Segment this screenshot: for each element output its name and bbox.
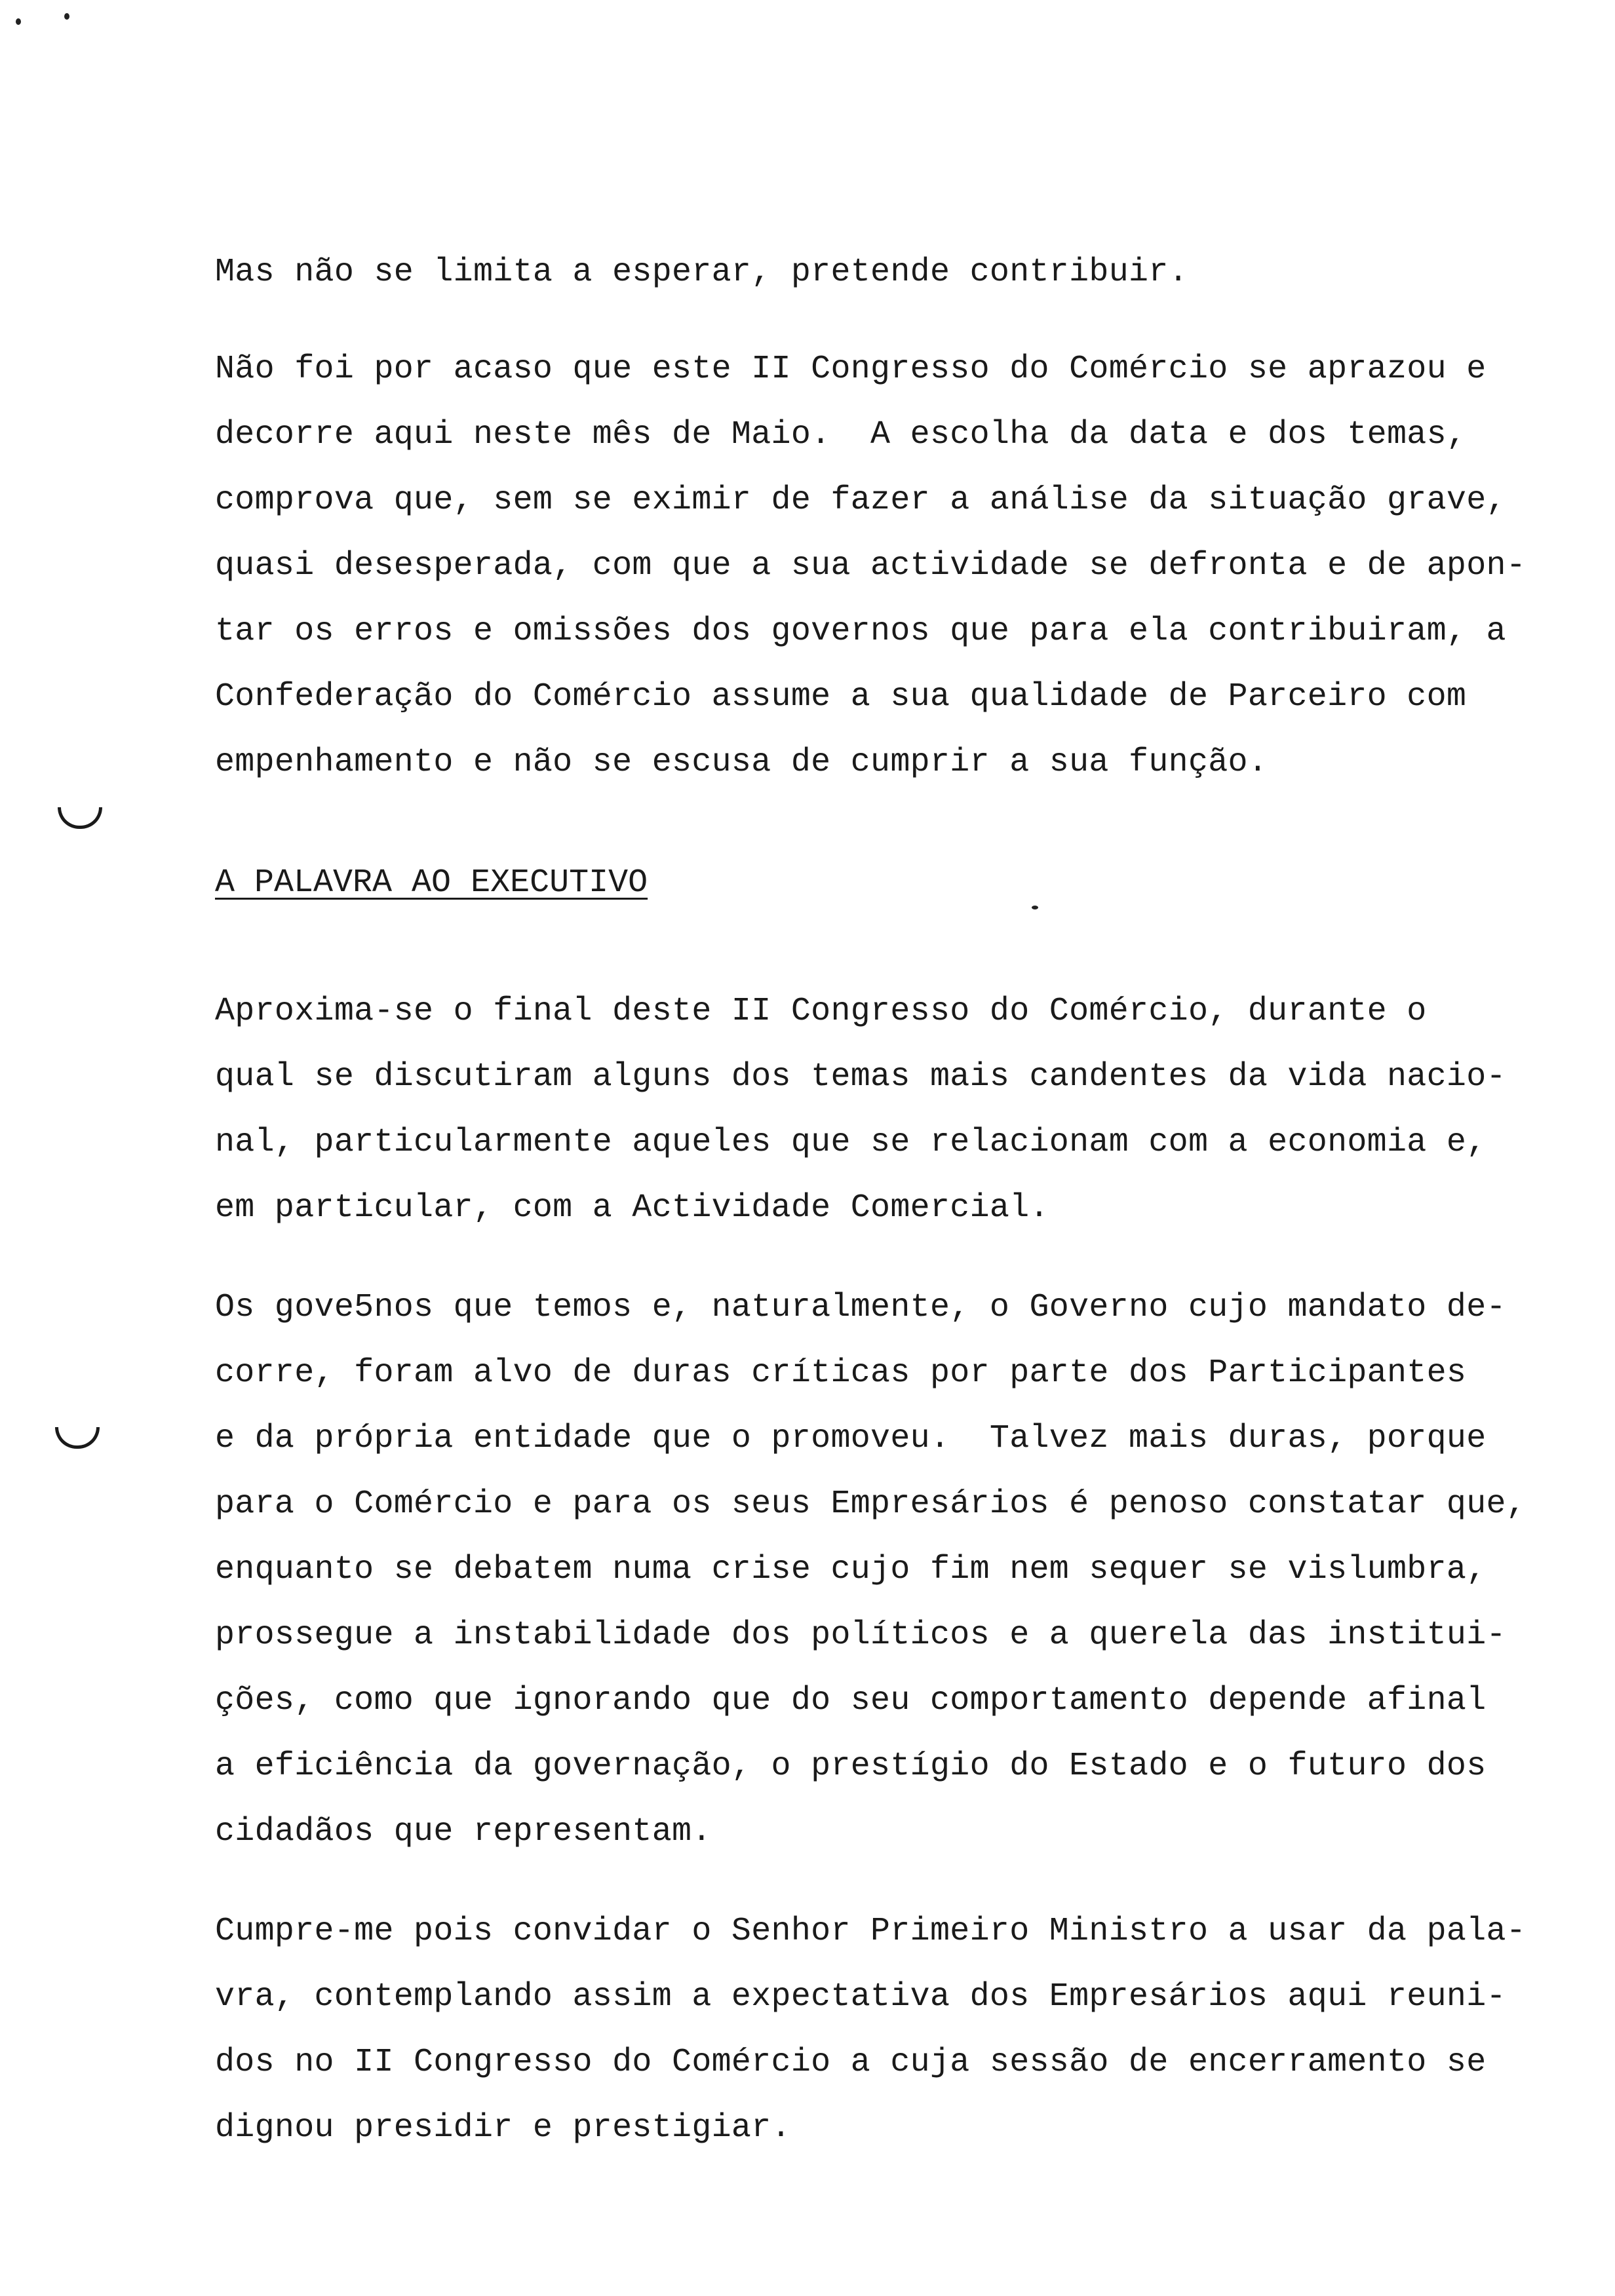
text-line: Cumpre-me pois convidar o Senhor Primeiro Ministro a usar da pala- (215, 1913, 1527, 1950)
scan-speck (16, 18, 21, 25)
margin-binder-mark (55, 1427, 100, 1449)
text-line: vra, contemplando assim a expectativa dos Empresários aqui reuni- (215, 1978, 1506, 2016)
text-line: corre, foram alvo de duras críticas por parte dos Participantes (215, 1354, 1467, 1392)
text-line: decorre aqui neste mês de Maio. A escolha da data e dos temas, (215, 416, 1467, 453)
text-line: Aproxima-se o final deste II Congresso do Comércio, durante o (215, 993, 1427, 1030)
text-line: e da própria entidade que o promoveu. Talvez mais duras, porque (215, 1420, 1487, 1457)
text-line: para o Comércio e para os seus Empresários é penoso constatar que, (215, 1485, 1527, 1523)
text-line: Confederação do Comércio assume a sua qualidade de Parceiro com (215, 678, 1467, 716)
text-line: qual se discutiram alguns dos temas mais candentes da vida nacio- (215, 1058, 1506, 1096)
text-line: dignou presidir e prestigiar. (215, 2109, 791, 2147)
text-line: nal, particularmente aqueles que se relacionam com a economia e, (215, 1124, 1487, 1161)
text-line: enquanto se debatem numa crise cujo fim nem sequer se vislumbra, (215, 1551, 1487, 1588)
text-line: Não foi por acaso que este II Congresso do Comércio se aprazou e (215, 351, 1487, 388)
text-line: quasi desesperada, com que a sua actividade se defronta e de apon- (215, 547, 1527, 584)
text-line: Mas não se limita a esperar, pretende contribuir. (215, 254, 1188, 291)
margin-binder-mark (58, 807, 102, 829)
text-line: em particular, com a Actividade Comercial. (215, 1189, 1049, 1227)
text-line: comprova que, sem se eximir de fazer a análise da situação grave, (215, 482, 1506, 519)
section-heading: A PALAVRA AO EXECUTIVO (215, 864, 648, 902)
text-line: ções, como que ignorando que do seu comportamento depende afinal (215, 1682, 1487, 1719)
text-line: empenhamento e não se escusa de cumprir a sua função. (215, 744, 1268, 781)
scan-speck (1032, 906, 1038, 909)
text-line: prossegue a instabilidade dos políticos e a querela das institui- (215, 1617, 1506, 1654)
scan-speck (64, 13, 69, 20)
text-line: tar os erros e omissões dos governos que para ela contribuiram, a (215, 613, 1506, 650)
text-line: cidadãos que representam. (215, 1813, 712, 1850)
text-line: dos no II Congresso do Comércio a cuja sessão de encerramento se (215, 2044, 1487, 2081)
text-line: Os gove5nos que temos e, naturalmente, o Governo cujo mandato de- (215, 1289, 1506, 1326)
text-line: a eficiência da governação, o prestígio do Estado e o futuro dos (215, 1748, 1487, 1785)
